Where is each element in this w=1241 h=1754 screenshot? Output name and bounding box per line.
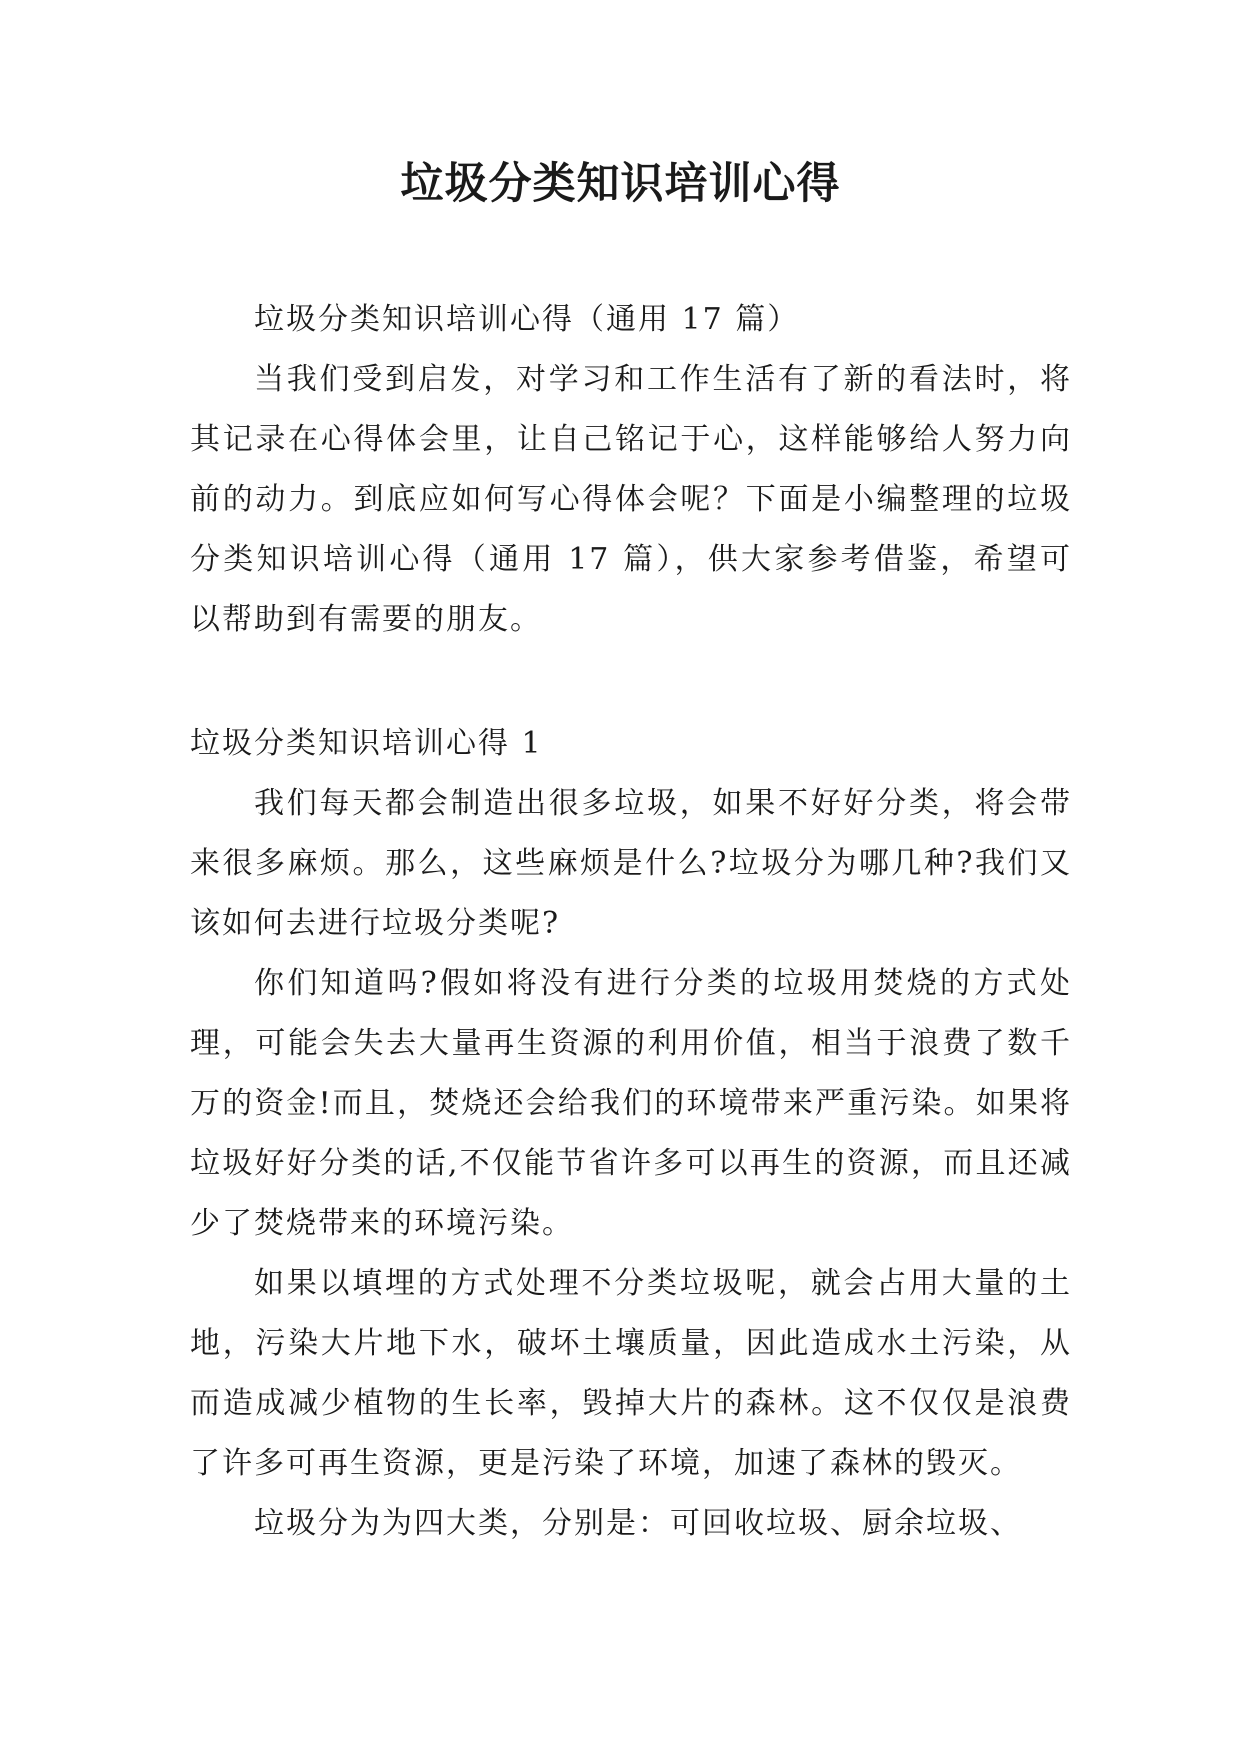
document-title: 垃圾分类知识培训心得	[400, 159, 841, 209]
section-spacer	[190, 650, 1072, 714]
body-paragraph: 垃圾分为为四大类，分别是：可回收垃圾、厨余垃圾、	[254, 1506, 1022, 1541]
intro-paragraph: 当我们受到启发，对学习和工作生活有了新的看法时，将其记录在心得体会里，让自己铭记于心，这样能够给人努力向前的动力。到底应如何写心得体会呢？下面是小编整理的垃圾分类知识培训心得（通用 17 篇），供大家参考借鉴，希望可以帮助到有需要的朋友。	[190, 362, 1072, 637]
document-subtitle: 垃圾分类知识培训心得（通用 17 篇）	[254, 302, 800, 337]
body-paragraph: 如果以填埋的方式处理不分类垃圾呢，就会占用大量的土地，污染大片地下水，破坏土壤质量，因此造成水土污染，从而造成减少植物的生长率，毁掉大片的森林。这不仅仅是浪费了许多可再生资源，更是污染了环境，加速了森林的毁灭。	[190, 1266, 1072, 1481]
document-body	[190, 290, 1072, 1554]
section-heading: 垃圾分类知识培训心得 1	[190, 726, 543, 761]
body-paragraph: 我们每天都会制造出很多垃圾，如果不好好分类，将会带来很多麻烦。那么，这些麻烦是什么?垃圾分为哪几种?我们又该如何去进行垃圾分类呢?	[190, 786, 1072, 941]
body-paragraph: 你们知道吗?假如将没有进行分类的垃圾用焚烧的方式处理，可能会失去大量再生资源的利用价值，相当于浪费了数千万的资金!而且，焚烧还会给我们的环境带来严重污染。如果将垃圾好好分类的话,不仅能节省许多可以再生的资源，而且还减少了焚烧带来的环境污染。	[190, 966, 1072, 1241]
